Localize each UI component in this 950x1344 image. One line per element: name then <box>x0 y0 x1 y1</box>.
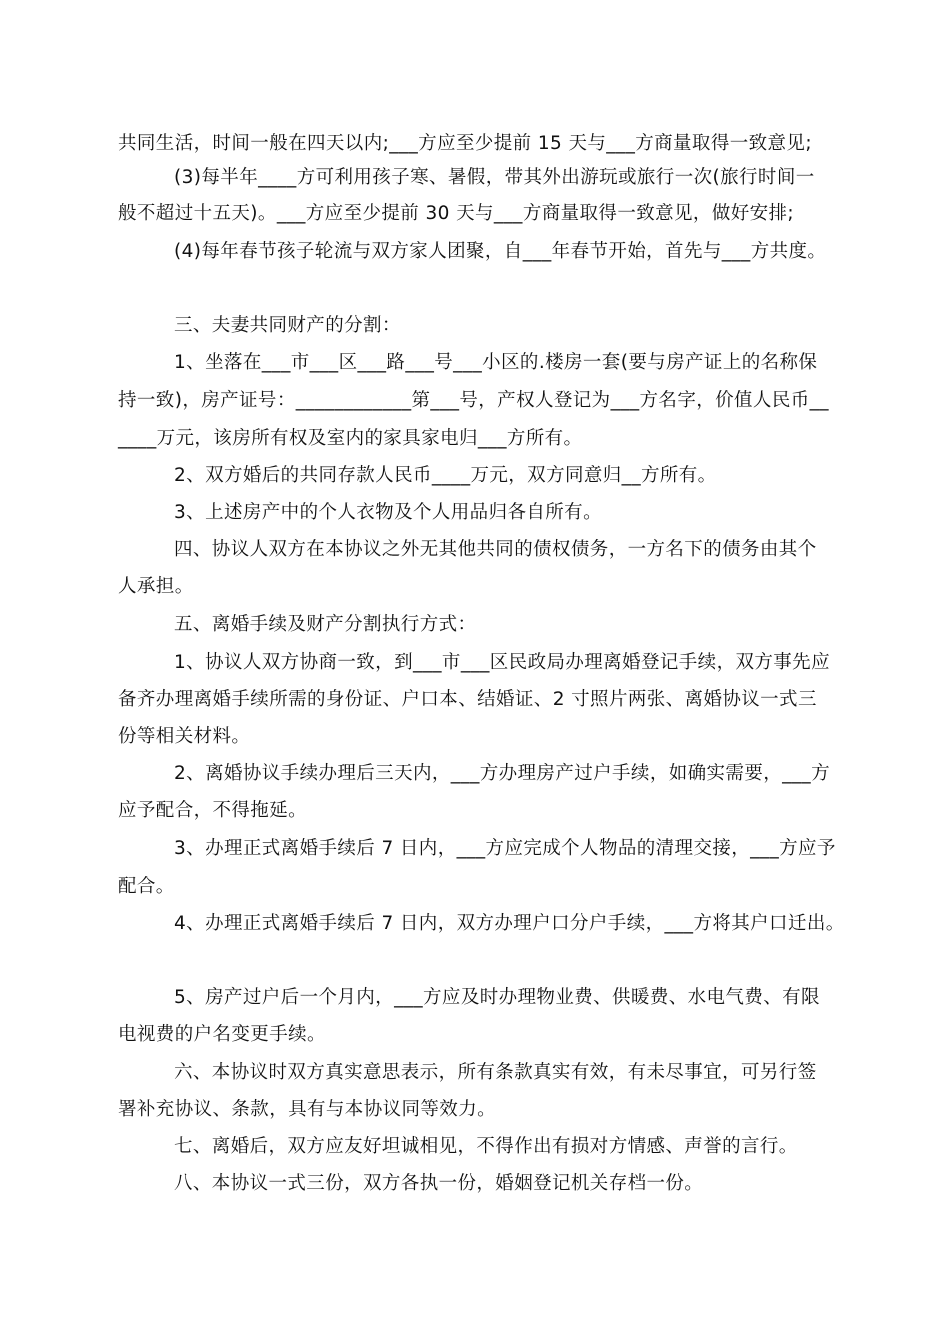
section-heading: 七、离婚后，双方应友好坦诚相见，不得作出有损对方情感、声誉的言行。 <box>174 1136 798 1157</box>
text-line: 备齐办理离婚手续所需的身份证、户口本、结婚证、2 寸照片两张、离婚协议一式三 <box>118 689 817 710</box>
text-line: 署补充协议、条款，具有与本协议同等效力。 <box>118 1099 497 1120</box>
section-heading: 四、协议人双方在本协议之外无其他共同的债权债务，一方名下的债务由其个 <box>174 539 817 560</box>
text-line: 人承担。 <box>118 576 194 597</box>
text-line: 1、协议人双方协商一致，到___市___区民政局办理离婚登记手续，双方事先应 <box>174 652 830 673</box>
text-line: (4)每年春节孩子轮流与双方家人团聚，自___年春节开始，首先与___方共度。 <box>174 241 827 262</box>
text-line: 2、双方婚后的共同存款人民币____万元，双方同意归__方所有。 <box>174 465 717 486</box>
section-heading: 八、本协议一式三份，双方各执一份，婚姻登记机关存档一份。 <box>174 1173 704 1194</box>
text-line: 共同生活，时间一般在四天以内;___方应至少提前 15 天与___方商量取得一致意见; <box>118 133 812 154</box>
text-line: 4、办理正式离婚手续后 7 日内，双方办理户口分户手续，___方将其户口迁出。 <box>174 913 845 934</box>
text-line: 持一致)，房产证号：____________第___号，产权人登记为___方名字，价值人民币__ <box>118 390 829 411</box>
text-line: (3)每半年____方可利用孩子寒、暑假，带其外出游玩或旅行一次(旅行时间一 <box>174 167 815 188</box>
text-line: 2、离婚协议手续办理后三天内，___方办理房产过户手续，如确实需要，___方 <box>174 763 830 784</box>
text-line: 配合。 <box>118 876 175 897</box>
text-line: 3、办理正式离婚手续后 7 日内，___方应完成个人物品的清理交接，___方应予 <box>174 838 836 859</box>
text-line: 5、房产过户后一个月内，___方应及时办理物业费、供暖费、水电气费、有限 <box>174 987 820 1008</box>
text-line: 份等相关材料。 <box>118 726 251 747</box>
text-line: 3、上述房产中的个人衣物及个人用品归各自所有。 <box>174 502 602 523</box>
text-line: ____万元，该房所有权及室内的家具家电归___方所有。 <box>118 428 583 449</box>
section-heading: 三、夫妻共同财产的分割： <box>174 315 401 336</box>
text-line: 1、坐落在___市___区___路___号___小区的.楼房一套(要与房产证上的名称保 <box>174 352 818 373</box>
section-heading: 六、本协议时双方真实意思表示，所有条款真实有效，有未尽事宜，可另行签 <box>174 1062 817 1083</box>
text-line: 应予配合，不得拖延。 <box>118 800 308 821</box>
text-line: 电视费的户名变更手续。 <box>118 1024 326 1045</box>
section-heading: 五、离婚手续及财产分割执行方式： <box>174 614 477 635</box>
text-line: 般不超过十五天)。___方应至少提前 30 天与___方商量取得一致意见，做好安排; <box>118 203 795 224</box>
